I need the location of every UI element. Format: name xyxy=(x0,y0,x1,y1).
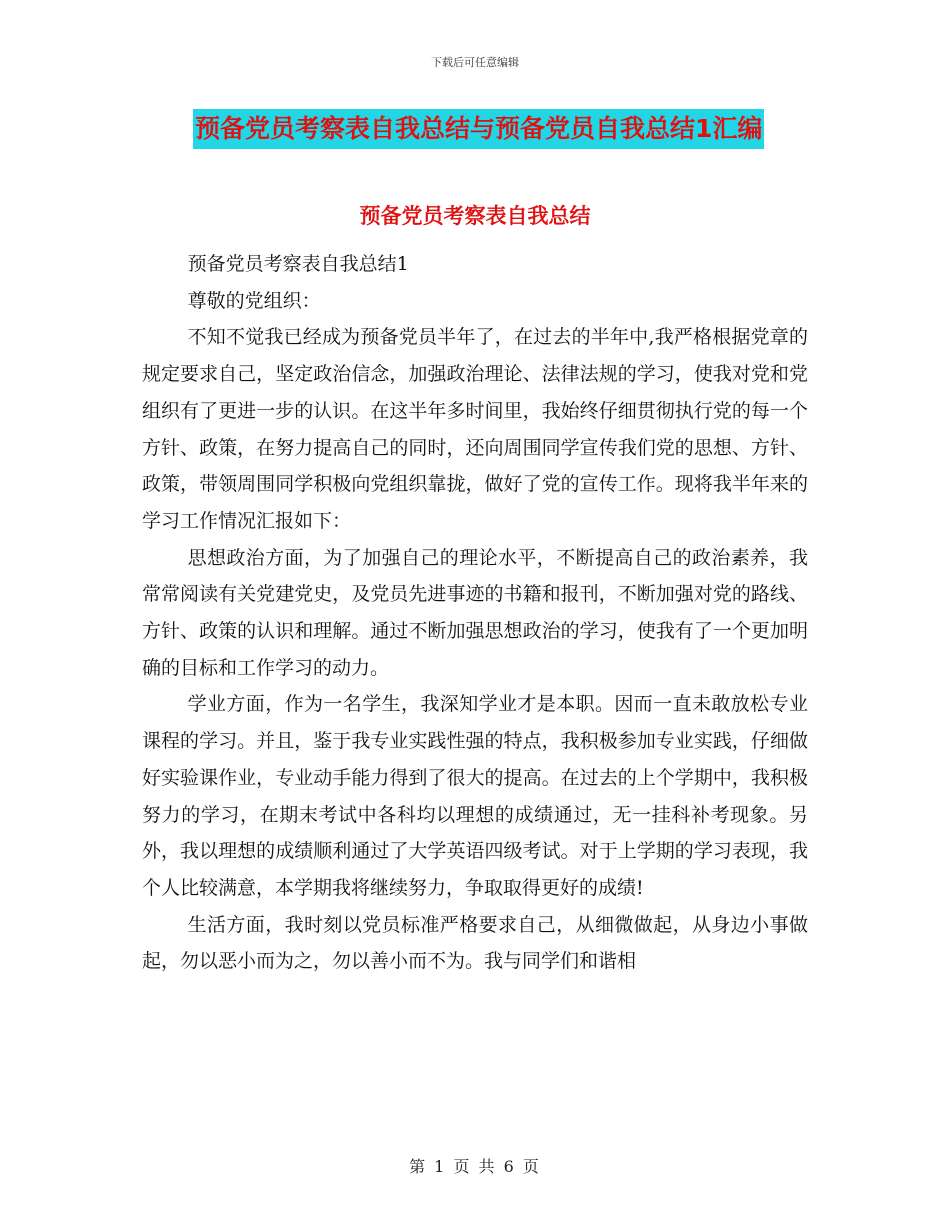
paragraph-academic: 学业方面，作为一名学生，我深知学业才是本职。因而一直未敢放松专业课程的学习。并且，鉴于我专业实践性强的特点，我积极参加专业实践，仔细做好实验课作业，专业动手能力得到了很大的提高。在过去的上个学期中，我积极努力的学习，在期末考试中各科均以理想的成绩通过，无一挂科补考现象。另外，我以理想的成绩顺利通过了大学英语四级考试。对于上学期的学习表现，我个人比较满意，本学期我将继续努力，争取取得更好的成绩! xyxy=(142,693,808,899)
body-text xyxy=(142,246,808,980)
paragraph-subtitle: 预备党员考察表自我总结1 xyxy=(187,253,409,275)
page-footer: 第 1 页 共 6 页 xyxy=(409,1157,541,1176)
paragraph-intro: 不知不觉我已经成为预备党员半年了，在过去的半年中,我严格根据党章的规定要求自己，坚定政治信念，加强政治理论、法律法规的学习，使我对党和党组织有了更进一步的认识。在这半年多时间里，我始终仔细贯彻执行党的每一个方针、政策，在努力提高自己的同时，还向周围同学宣传我们党的思想、方针、政策，带领周围同学积极向党组织靠拢，做好了党的宣传工作。现将我半年来的学习工作情况汇报如下： xyxy=(142,326,808,532)
paragraph-political: 思想政治方面，为了加强自己的理论水平，不断提高自己的政治素养，我常常阅读有关党建党史，及党员先进事迹的书籍和报刊，不断加强对党的路线、方针、政策的认识和理解。通过不断加强思想政治的学习，使我有了一个更加明确的目标和工作学习的动力。 xyxy=(142,546,808,679)
paragraph-salutation: 尊敬的党组织： xyxy=(187,289,321,312)
document-title: 预备党员考察表自我总结与预备党员自我总结1汇编 xyxy=(193,109,764,149)
header-note: 下载后可任意编辑 xyxy=(431,56,519,69)
paragraph-life: 生活方面，我时刻以党员标准严格要求自己，从细微做起，从身边小事做起，勿以恶小而为之，勿以善小而不为。我与同学们和谐相 xyxy=(142,913,808,973)
section-title: 预备党员考察表自我总结 xyxy=(359,204,591,228)
